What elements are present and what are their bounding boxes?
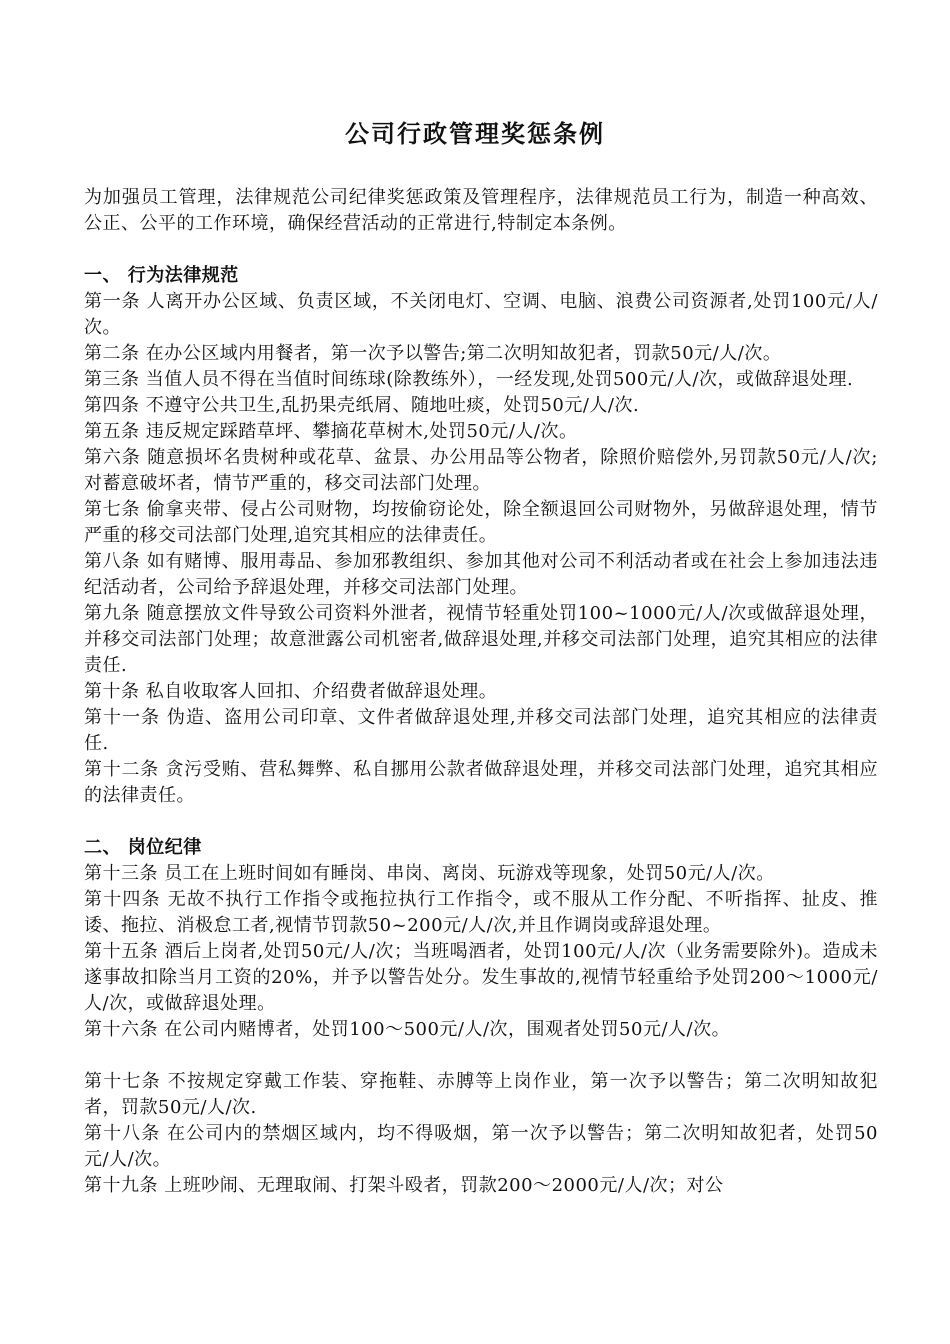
article: 第十八条 在公司内的禁烟区域内，均不得吸烟，第一次予以警告；第二次明知故犯者，处罚50元/人/次。	[84, 1123, 878, 1170]
intro-paragraph: 为加强员工管理，法律规范公司纪律奖惩政策及管理程序，法律规范员工行为，制造一种高效、公正、公平的工作环境，确保经营活动的正常进行,特制定本条例。	[84, 187, 878, 234]
section-2	[84, 835, 878, 1199]
article: 第三条 当值人员不得在当值时间练球(除教练外），一经发现,处罚500元/人/次，或做辞退处理.	[84, 369, 854, 390]
article: 第十四条 无故不执行工作指令或拖拉执行工作指令，或不服从工作分配、不听指挥、扯皮、推诿、拖拉、消极怠工者,视情节罚款50~200元/人/次,并且作调岗或辞退处理。	[84, 889, 878, 936]
section-1	[84, 263, 878, 809]
article: 第十条 私自收取客人回扣、介绍费者做辞退处理。	[84, 681, 498, 702]
document-body	[84, 185, 878, 1199]
article: 第十五条 酒后上岗者,处罚50元/人/次；当班喝酒者，处罚100元/人/次（业务需要除外)。造成未遂事故扣除当月工资的20%，并予以警告处分。发生事故的,视情节轻重给予处罚200～1000元/人/次，或做辞退处理。	[84, 941, 878, 1014]
article: 第十二条 贪污受贿、营私舞弊、私自挪用公款者做辞退处理，并移交司法部门处理，追究其相应的法律责任。	[84, 759, 878, 806]
article: 第一条 人离开办公区域、负责区域，不关闭电灯、空调、电脑、浪费公司资源者,处罚100元/人/次。	[84, 291, 878, 338]
section-spacer	[84, 809, 878, 835]
article: 第十三条 员工在上班时间如有睡岗、串岗、离岗、玩游戏等现象，处罚50元/人/次。	[84, 863, 775, 884]
article: 第十一条 伪造、盗用公司印章、文件者做辞退处理,并移交司法部门处理，追究其相应的法律责任.	[84, 707, 878, 754]
article: 第五条 违反规定踩踏草坪、攀摘花草树木,处罚50元/人/次。	[84, 421, 578, 442]
article: 第九条 随意摆放文件导致公司资料外泄者，视情节轻重处罚100~1000元/人/次或做辞退处理，并移交司法部门处理；故意泄露公司机密者,做辞退处理,并移交司法部门处理，追究其相应的法律责任.	[84, 603, 878, 676]
article: 第八条 如有赌博、服用毒品、参加邪教组织、参加其他对公司不利活动者或在社会上参加违法违纪活动者，公司给予辞退处理，并移交司法部门处理。	[84, 551, 878, 598]
article: 第十六条 在公司内赌博者，处罚100～500元/人/次，围观者处罚50元/人/次。	[84, 1019, 731, 1040]
blank-line	[84, 1043, 878, 1069]
article: 第十九条 上班吵闹、无理取闹、打架斗殴者，罚款200～2000元/人/次；对公	[84, 1175, 724, 1196]
article: 第六条 随意损坏名贵树种或花草、盆景、办公用品等公物者，除照价赔偿外,另罚款50元/人/次;对蓄意破坏者，情节严重的，移交司法部门处理。	[84, 447, 878, 494]
document-title: 公司行政管理奖惩条例	[345, 120, 605, 148]
article: 第二条 在办公区域内用餐者，第一次予以警告;第二次明知故犯者，罚款50元/人/次。	[84, 343, 782, 364]
section-heading: 一、 行为法律规范	[84, 265, 239, 286]
article: 第四条 不遵守公共卫生,乱扔果壳纸屑、随地吐痰，处罚50元/人/次.	[84, 395, 640, 416]
section-heading: 二、 岗位纪律	[84, 837, 202, 858]
article: 第七条 偷拿夹带、侵占公司财物，均按偷窃论处，除全额退回公司财物外，另做辞退处理，情节严重的移交司法部门处理,追究其相应的法律责任。	[84, 499, 878, 546]
article: 第十七条 不按规定穿戴工作装、穿拖鞋、赤膊等上岗作业，第一次予以警告；第二次明知故犯者，罚款50元/人/次.	[84, 1071, 878, 1118]
